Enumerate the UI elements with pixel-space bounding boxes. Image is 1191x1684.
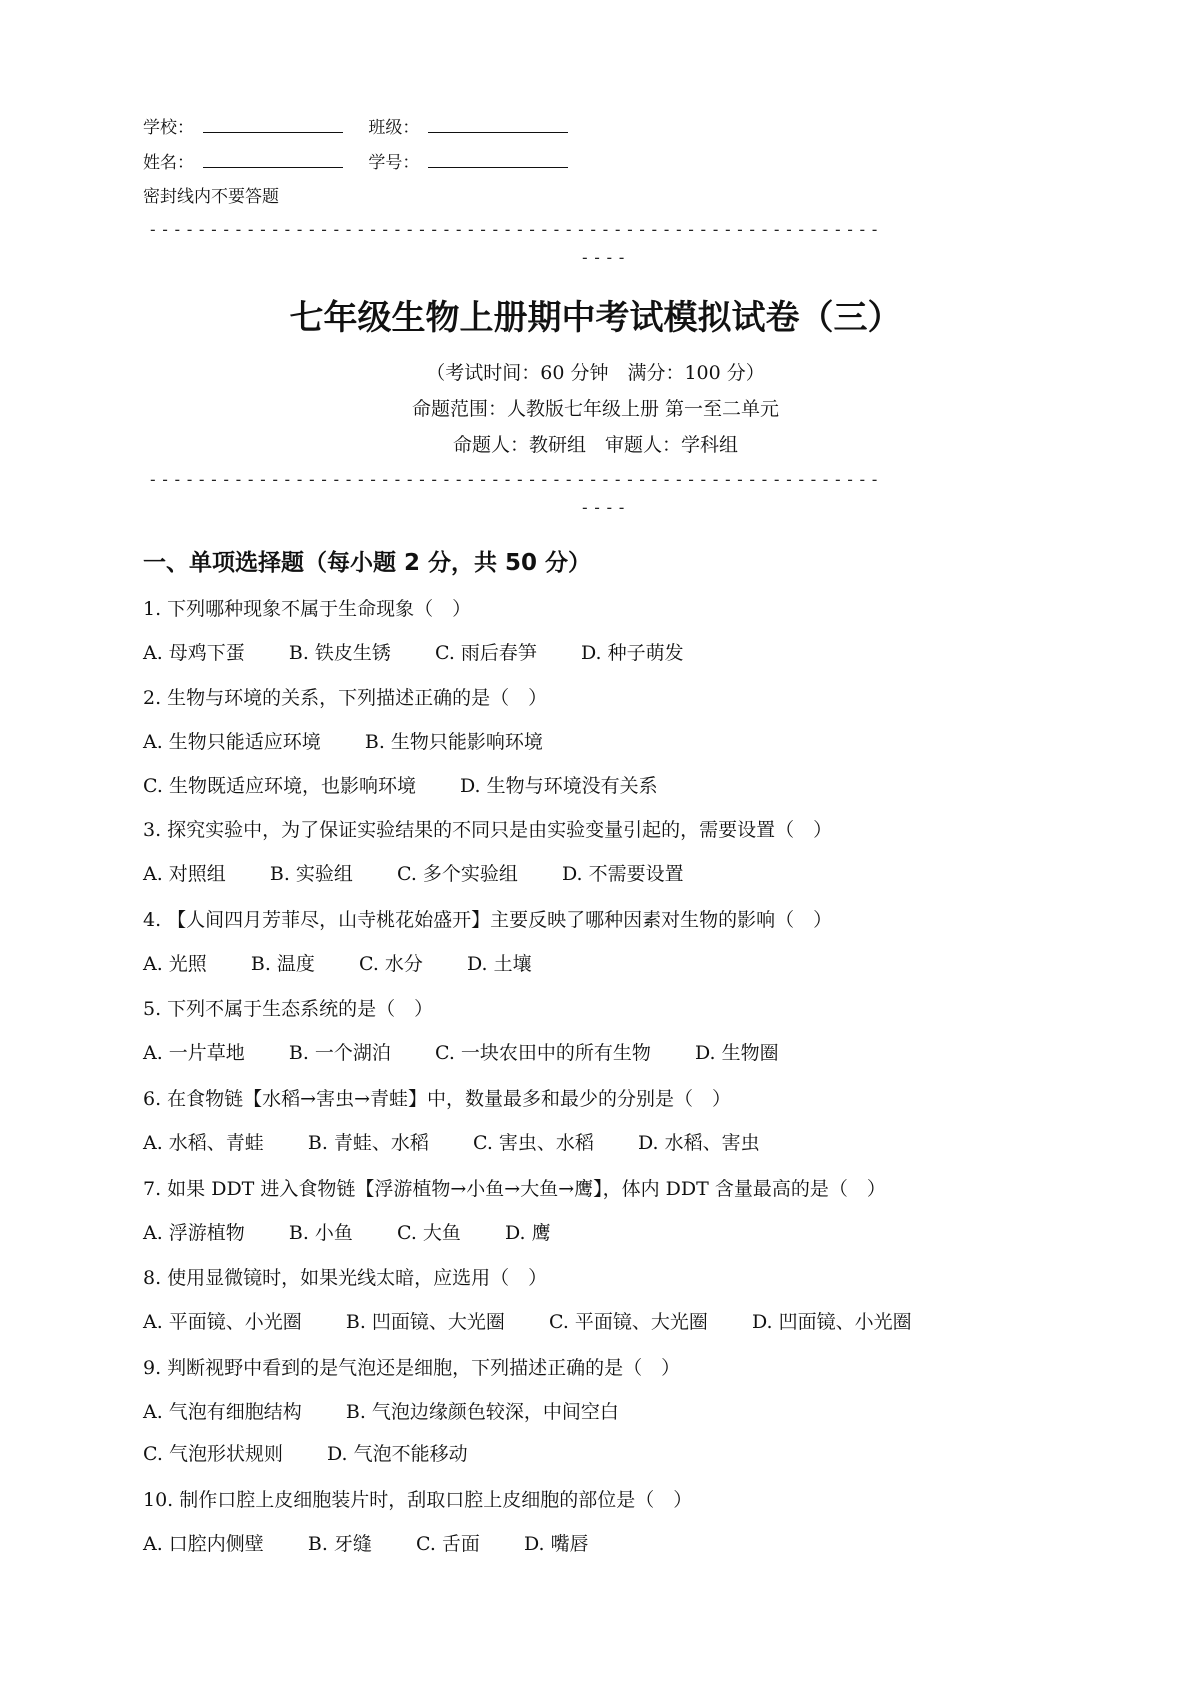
header-row-1 bbox=[143, 116, 588, 140]
exam-title: 七年级生物上册期中考试模拟试卷（三） bbox=[289, 298, 902, 338]
option-d[interactable]: D. 生物与环境没有关系 bbox=[460, 775, 658, 797]
exam-time-info: （考试时间：60 分钟 满分：100 分） bbox=[426, 362, 765, 384]
options-row bbox=[143, 1399, 657, 1425]
option-d[interactable]: D. 凹面镜、小光圈 bbox=[751, 1311, 912, 1333]
option-d[interactable]: D. 嘴唇 bbox=[523, 1533, 589, 1555]
option-c[interactable]: C. 大鱼 bbox=[396, 1222, 461, 1244]
options-row bbox=[143, 861, 722, 887]
option-d[interactable]: D. 不需要设置 bbox=[561, 863, 684, 885]
school-label: 学校： bbox=[143, 118, 194, 138]
option-a[interactable]: A. 气泡有细胞结构 bbox=[143, 1401, 302, 1423]
option-a[interactable]: A. 母鸡下蛋 bbox=[143, 642, 245, 664]
header-row-2 bbox=[143, 151, 588, 175]
option-d[interactable]: D. 种子萌发 bbox=[580, 642, 684, 664]
section-heading: 一、单项选择题（每小题 2 分，共 50 分） bbox=[143, 550, 592, 576]
option-b[interactable]: B. 凹面镜、大光圈 bbox=[345, 1311, 505, 1333]
option-a[interactable]: A. 水稻、青蛙 bbox=[143, 1132, 264, 1154]
class-label: 班级： bbox=[368, 118, 420, 138]
question-stem: 4. 【人间四月芳菲尽，山寺桃花始盛开】主要反映了哪种因素对生物的影响（ ） bbox=[143, 909, 833, 931]
seal-dashed-line-tail: ---- bbox=[580, 248, 629, 267]
options-row bbox=[143, 773, 696, 799]
options-row bbox=[143, 1309, 950, 1335]
option-d[interactable]: D. 鹰 bbox=[504, 1222, 551, 1244]
option-c[interactable]: C. 平面镜、大光圈 bbox=[548, 1311, 708, 1333]
option-a[interactable]: A. 口腔内侧壁 bbox=[143, 1533, 264, 1555]
option-d[interactable]: D. 水稻、害虫 bbox=[637, 1132, 760, 1154]
option-c[interactable]: C. 一块农田中的所有生物 bbox=[434, 1042, 651, 1064]
question-stem: 5. 下列不属于生态系统的是（ ） bbox=[143, 998, 434, 1020]
exam-scope: 命题范围：人教版七年级上册 第一至二单元 bbox=[411, 398, 780, 420]
options-row bbox=[143, 729, 581, 755]
option-c[interactable]: C. 害虫、水稻 bbox=[472, 1132, 594, 1154]
option-c[interactable]: C. 雨后春笋 bbox=[434, 642, 537, 664]
options-row bbox=[143, 1531, 627, 1557]
class-blank bbox=[428, 116, 568, 133]
option-b[interactable]: B. 气泡边缘颜色较深，中间空白 bbox=[345, 1401, 619, 1423]
option-d[interactable]: D. 生物圈 bbox=[694, 1042, 779, 1064]
option-a[interactable]: A. 对照组 bbox=[143, 863, 226, 885]
option-a[interactable]: A. 光照 bbox=[143, 953, 207, 975]
option-c[interactable]: C. 水分 bbox=[358, 953, 423, 975]
options-row bbox=[143, 951, 570, 977]
question-stem: 10. 制作口腔上皮细胞装片时，刮取口腔上皮细胞的部位是（ ） bbox=[143, 1489, 693, 1511]
options-row bbox=[143, 1220, 589, 1246]
option-a[interactable]: A. 一片草地 bbox=[143, 1042, 245, 1064]
option-a[interactable]: A. 浮游植物 bbox=[143, 1222, 245, 1244]
options-row bbox=[143, 1441, 506, 1467]
option-c[interactable]: C. 多个实验组 bbox=[396, 863, 518, 885]
option-d[interactable]: D. 气泡不能移动 bbox=[327, 1443, 468, 1465]
question-stem: 6. 在食物链【水稻→害虫→青蛙】中，数量最多和最少的分别是（ ） bbox=[143, 1088, 732, 1110]
option-b[interactable]: B. 青蛙、水稻 bbox=[307, 1132, 429, 1154]
option-c[interactable]: C. 生物既适应环境，也影响环境 bbox=[143, 775, 416, 797]
option-c[interactable]: C. 舌面 bbox=[415, 1533, 480, 1555]
exam-authors: 命题人：教研组 审题人：学科组 bbox=[452, 434, 738, 456]
id-blank bbox=[428, 151, 568, 168]
question-stem: 3. 探究实验中，为了保证实验结果的不同只是由实验变量引起的，需要设置（ ） bbox=[143, 819, 833, 841]
question-stem: 1. 下列哪种现象不属于生命现象（ ） bbox=[143, 598, 472, 620]
question-stem: 2. 生物与环境的关系，下列描述正确的是（ ） bbox=[143, 687, 548, 709]
title-dashed-line: ------------------------------------------------------------ bbox=[148, 470, 882, 489]
option-d[interactable]: D. 土壤 bbox=[466, 953, 532, 975]
seal-dashed-line: ------------------------------------------------------------ bbox=[148, 220, 882, 239]
id-label: 学号： bbox=[368, 153, 420, 173]
option-a[interactable]: A. 平面镜、小光圈 bbox=[143, 1311, 302, 1333]
option-b[interactable]: B. 生物只能影响环境 bbox=[364, 731, 543, 753]
school-blank bbox=[203, 116, 343, 133]
option-c[interactable]: C. 气泡形状规则 bbox=[143, 1443, 283, 1465]
option-b[interactable]: B. 温度 bbox=[250, 953, 315, 975]
options-row bbox=[143, 1130, 798, 1156]
question-stem: 7. 如果 DDT 进入食物链【浮游植物→小鱼→大鱼→鹰】，体内 DDT 含量最高的是（ ） bbox=[143, 1178, 886, 1200]
question-stem: 9. 判断视野中看到的是气泡还是细胞，下列描述正确的是（ ） bbox=[143, 1357, 681, 1379]
option-b[interactable]: B. 实验组 bbox=[269, 863, 353, 885]
option-b[interactable]: B. 小鱼 bbox=[288, 1222, 353, 1244]
option-a[interactable]: A. 生物只能适应环境 bbox=[143, 731, 321, 753]
name-label: 姓名： bbox=[143, 153, 194, 173]
title-dashed-line-tail: ---- bbox=[580, 498, 629, 517]
question-stem: 8. 使用显微镜时，如果光线太暗，应选用（ ） bbox=[143, 1267, 548, 1289]
option-b[interactable]: B. 铁皮生锈 bbox=[288, 642, 391, 664]
options-row bbox=[143, 640, 722, 666]
options-row bbox=[143, 1040, 817, 1066]
name-blank bbox=[203, 151, 343, 168]
option-b[interactable]: B. 牙缝 bbox=[307, 1533, 372, 1555]
option-b[interactable]: B. 一个湖泊 bbox=[288, 1042, 391, 1064]
seal-notice: 密封线内不要答题 bbox=[143, 187, 279, 207]
